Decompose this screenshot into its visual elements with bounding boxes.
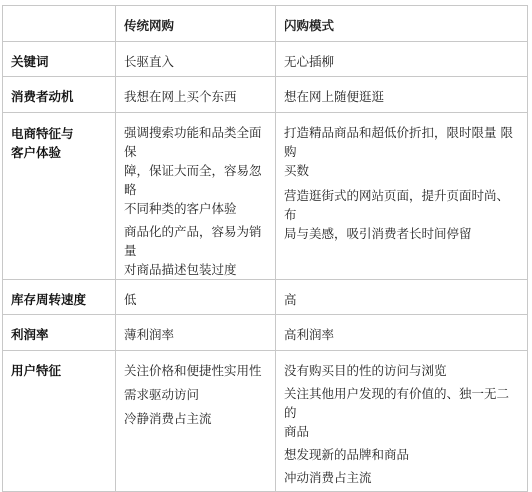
cell-text: 我想在网上买个东西 xyxy=(124,89,237,104)
cell-text: 低 xyxy=(124,292,137,307)
cell-text: 关注其他用户发现的有价值的、独一无二的 xyxy=(284,386,510,420)
header-cell-flash xyxy=(276,6,528,42)
row-label-cell xyxy=(3,113,116,280)
traditional-cell xyxy=(116,315,276,351)
flash-cell xyxy=(276,280,528,315)
cell-text: 不同种类的客户体验 xyxy=(124,201,237,216)
row-label-cell xyxy=(3,351,116,492)
table-row xyxy=(3,42,528,77)
table-row xyxy=(3,315,528,351)
cell-text: 障，保证大而全，容易忽略 xyxy=(124,163,262,197)
cell-text: 高 xyxy=(284,292,297,307)
table-row xyxy=(3,351,528,492)
cell-text: 买数 xyxy=(284,163,310,178)
row-label: 库存周转速度 xyxy=(11,292,87,307)
cell-text: 强调搜索功能和品类全面保 xyxy=(124,125,262,159)
cell-text: 需求驱动访问 xyxy=(124,387,200,402)
cell-text: 营造逛街式的网站页面，提升页面时尚、布 xyxy=(284,188,510,222)
cell-text: 长驱直入 xyxy=(124,54,175,69)
cell-text: 高利润率 xyxy=(284,327,335,342)
cell-text: 对商品描述包装过度 xyxy=(124,262,237,277)
row-label-cell xyxy=(3,315,116,351)
cell-text: 无心插柳 xyxy=(284,54,335,69)
header-traditional-label: 传统网购 xyxy=(124,18,175,33)
comparison-table xyxy=(2,5,528,492)
header-cell-traditional xyxy=(116,6,276,42)
cell-text: 局与美感，吸引消费者长时间停留 xyxy=(284,226,472,241)
row-label: 消费者动机 xyxy=(11,89,74,104)
traditional-cell xyxy=(116,42,276,77)
traditional-cell xyxy=(116,351,276,492)
row-label: 利润率 xyxy=(11,327,49,342)
cell-text: 商品 xyxy=(284,424,310,439)
traditional-cell xyxy=(116,113,276,280)
cell-text: 冷静消费占主流 xyxy=(124,411,212,426)
cell-text: 打造精品商品和超低价折扣，限时限量 限购 xyxy=(284,125,513,159)
table-row xyxy=(3,77,528,113)
cell-text: 薄利润率 xyxy=(124,327,175,342)
cell-text: 想在网上随便逛逛 xyxy=(284,89,385,104)
row-label-cell xyxy=(3,42,116,77)
flash-cell xyxy=(276,77,528,113)
row-label: 关键词 xyxy=(11,54,49,69)
flash-cell xyxy=(276,113,528,280)
table-row xyxy=(3,280,528,315)
flash-cell xyxy=(276,42,528,77)
cell-text: 商品化的产品，容易为销量 xyxy=(124,224,262,258)
traditional-cell xyxy=(116,280,276,315)
table-header-row xyxy=(3,6,528,42)
header-cell-empty xyxy=(3,6,116,42)
header-flash-label: 闪购模式 xyxy=(284,18,335,33)
cell-text: 冲动消费占主流 xyxy=(284,470,372,485)
row-label-cell xyxy=(3,77,116,113)
row-label: 用户特征 xyxy=(11,363,62,378)
row-label-line: 电商特征与 xyxy=(11,126,74,141)
table-row xyxy=(3,113,528,280)
traditional-cell xyxy=(116,77,276,113)
row-label-cell xyxy=(3,280,116,315)
flash-cell xyxy=(276,351,528,492)
cell-text: 没有购买目的性的访问与浏览 xyxy=(284,363,447,378)
cell-text: 关注价格和便捷性实用性 xyxy=(124,363,262,378)
flash-cell xyxy=(276,315,528,351)
row-label-line: 客户体验 xyxy=(11,145,62,160)
cell-text: 想发现新的品牌和商品 xyxy=(284,447,410,462)
